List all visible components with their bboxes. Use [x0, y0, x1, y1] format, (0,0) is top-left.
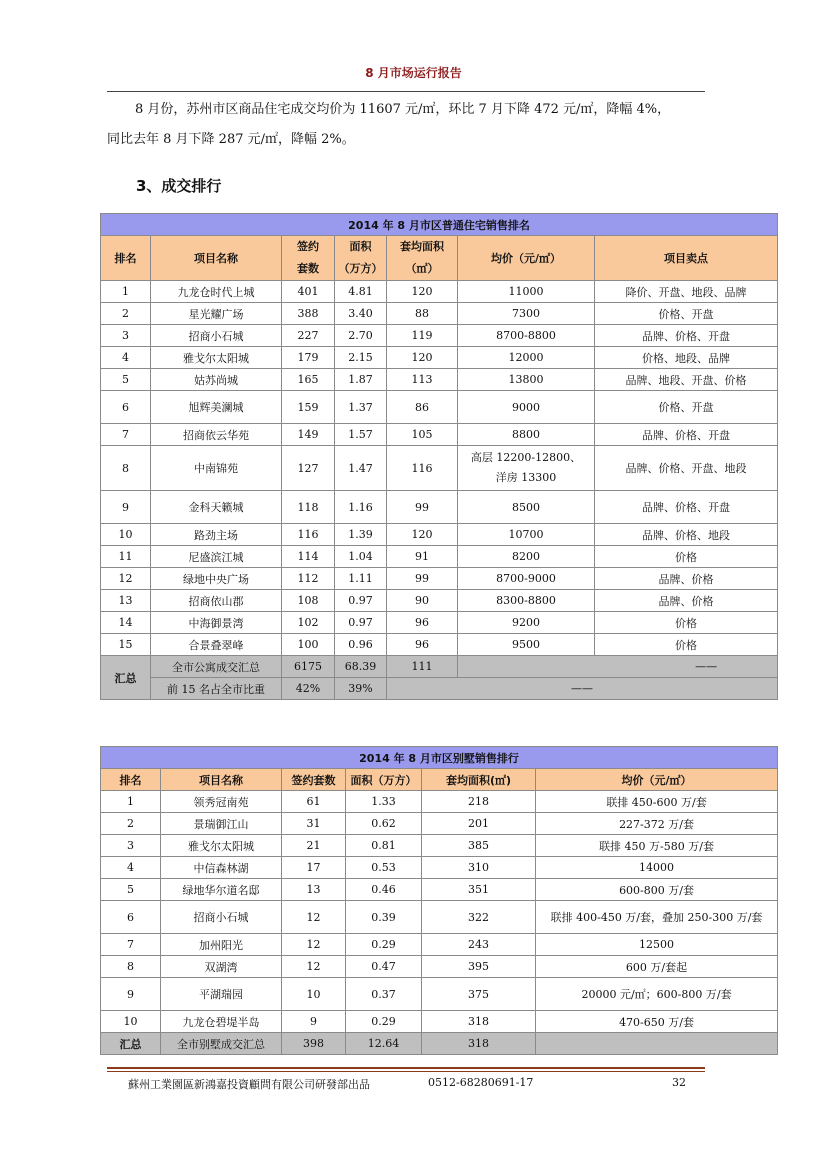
summary-city-total-dash: ——	[458, 656, 778, 678]
row-rank: 4	[101, 347, 151, 369]
row-area: 2.15	[335, 347, 387, 369]
row-units: 10	[282, 978, 346, 1011]
row-rank: 14	[101, 612, 151, 634]
row-price-line2: 洋房 13300	[495, 471, 557, 484]
header-area	[335, 236, 387, 281]
row-selling-points: 品牌、价格、地段	[595, 524, 778, 546]
row-rank: 10	[101, 524, 151, 546]
row-avg-area: 243	[422, 934, 536, 956]
header-price: 均价（元/㎡）	[458, 236, 595, 281]
footer-divider-thick	[107, 1067, 705, 1069]
header-area-line2: （万方）	[338, 262, 383, 275]
summary-top15-dash: ——	[387, 678, 778, 700]
row-project-name: 尼盛滨江城	[151, 546, 282, 568]
row-rank: 2	[101, 303, 151, 325]
row-price: 600-800 万/套	[536, 879, 778, 901]
row-price: 联排 450-600 万/套	[536, 791, 778, 813]
row-rank: 12	[101, 568, 151, 590]
summary-top15-label: 前 15 名占全市比重	[151, 678, 282, 700]
row-area: 1.37	[335, 391, 387, 424]
row-rank: 3	[101, 835, 161, 857]
table-row	[101, 879, 778, 901]
row-units: 114	[282, 546, 335, 568]
villa-ranking-table	[100, 746, 778, 1055]
row-price: 12500	[536, 934, 778, 956]
header-area: 面积（万方）	[346, 769, 422, 791]
row-project-name: 招商小石城	[151, 325, 282, 347]
summary-villa-total-avg: 318	[422, 1033, 536, 1055]
row-area: 1.33	[346, 791, 422, 813]
page-number: 32	[672, 1076, 686, 1089]
summary-city-total-units: 6175	[282, 656, 335, 678]
table-row	[101, 347, 778, 369]
row-price: 11000	[458, 281, 595, 303]
header-avg-area: 套均面积(㎡)	[422, 769, 536, 791]
header-price: 均价（元/㎡）	[536, 769, 778, 791]
row-rank: 10	[101, 1011, 161, 1033]
row-rank: 9	[101, 978, 161, 1011]
row-units: 149	[282, 424, 335, 446]
row-avg-area: 91	[387, 546, 458, 568]
row-area: 0.81	[346, 835, 422, 857]
header-divider	[107, 91, 705, 92]
summary-villa-total-area: 12.64	[346, 1033, 422, 1055]
row-avg-area: 88	[387, 303, 458, 325]
row-price: 8700-8800	[458, 325, 595, 347]
residential-ranking-table	[100, 213, 778, 700]
row-avg-area: 120	[387, 524, 458, 546]
row-selling-points: 品牌、价格、开盘	[595, 325, 778, 347]
row-project-name: 招商小石城	[161, 901, 282, 934]
row-area: 1.47	[335, 446, 387, 491]
row-units: 401	[282, 281, 335, 303]
row-project-name: 金科天籁城	[151, 491, 282, 524]
row-rank: 5	[101, 369, 151, 391]
table-row	[101, 791, 778, 813]
table-row	[101, 978, 778, 1011]
table1-summary-label: 汇总	[101, 656, 151, 700]
header-units-line1: 签约	[297, 240, 319, 253]
row-price: 227-372 万/套	[536, 813, 778, 835]
row-area: 0.97	[335, 590, 387, 612]
row-price	[458, 446, 595, 491]
table-row	[101, 813, 778, 835]
row-price: 9200	[458, 612, 595, 634]
row-selling-points: 品牌、地段、开盘、价格	[595, 369, 778, 391]
row-project-name: 招商依山郡	[151, 590, 282, 612]
row-units: 61	[282, 791, 346, 813]
row-avg-area: 90	[387, 590, 458, 612]
summary-villa-total-units: 398	[282, 1033, 346, 1055]
row-rank: 8	[101, 956, 161, 978]
summary-city-total-avg: 111	[387, 656, 458, 678]
footer-company: 蘇州工業園區新鴻嘉投資顧問有限公司研發部出品	[128, 1078, 370, 1091]
row-price: 600 万/套起	[536, 956, 778, 978]
row-price: 470-650 万/套	[536, 1011, 778, 1033]
row-area: 0.37	[346, 978, 422, 1011]
row-price: 12000	[458, 347, 595, 369]
row-project-name: 双湖湾	[161, 956, 282, 978]
row-units: 116	[282, 524, 335, 546]
row-rank: 4	[101, 857, 161, 879]
row-price: 9500	[458, 634, 595, 656]
row-avg-area: 105	[387, 424, 458, 446]
table-row	[101, 956, 778, 978]
row-units: 31	[282, 813, 346, 835]
section-heading: 3、成交排行	[136, 177, 222, 195]
row-area: 1.16	[335, 491, 387, 524]
table-row	[101, 391, 778, 424]
table-row	[101, 612, 778, 634]
table-row	[101, 546, 778, 568]
row-area: 0.47	[346, 956, 422, 978]
row-price: 20000 元/㎡；600-800 万/套	[536, 978, 778, 1011]
row-area: 0.96	[335, 634, 387, 656]
row-area: 1.04	[335, 546, 387, 568]
row-avg-area: 375	[422, 978, 536, 1011]
row-avg-area: 322	[422, 901, 536, 934]
row-rank: 1	[101, 791, 161, 813]
row-selling-points: 品牌、价格	[595, 590, 778, 612]
row-price: 8200	[458, 546, 595, 568]
table1-caption: 2014 年 8 月市区普通住宅销售排名	[101, 214, 778, 236]
row-avg-area: 86	[387, 391, 458, 424]
summary-top15-units-share: 42%	[282, 678, 335, 700]
row-units: 179	[282, 347, 335, 369]
row-selling-points: 品牌、价格、开盘、地段	[595, 446, 778, 491]
row-price: 8700-9000	[458, 568, 595, 590]
row-project-name: 绿地华尔道名邸	[161, 879, 282, 901]
table-row	[101, 325, 778, 347]
summary-villa-total-price	[536, 1033, 778, 1055]
row-project-name: 合景叠翠峰	[151, 634, 282, 656]
row-rank: 6	[101, 901, 161, 934]
table-row	[101, 590, 778, 612]
row-rank: 7	[101, 424, 151, 446]
table-row	[101, 857, 778, 879]
row-units: 100	[282, 634, 335, 656]
table2-summary-label: 汇总	[101, 1033, 161, 1055]
row-avg-area: 385	[422, 835, 536, 857]
row-area: 0.62	[346, 813, 422, 835]
row-project-name: 中南锦苑	[151, 446, 282, 491]
row-project-name: 雅戈尔太阳城	[161, 835, 282, 857]
row-selling-points: 品牌、价格、开盘	[595, 424, 778, 446]
table-row	[101, 446, 778, 491]
row-units: 21	[282, 835, 346, 857]
row-price: 联排 400-450 万/套，叠加 250-300 万/套	[536, 901, 778, 934]
row-avg-area: 395	[422, 956, 536, 978]
paragraph-line-1: 8 月份，苏州市区商品住宅成交均价为 11607 元/㎡，环比 7 月下降 472 元/㎡，降幅 4%，	[135, 102, 671, 117]
row-avg-area: 201	[422, 813, 536, 835]
row-avg-area: 113	[387, 369, 458, 391]
header-avg-area	[387, 236, 458, 281]
row-area: 0.97	[335, 612, 387, 634]
row-project-name: 姑苏尚城	[151, 369, 282, 391]
row-rank: 15	[101, 634, 151, 656]
row-project-name: 中海御景湾	[151, 612, 282, 634]
table-row	[101, 1011, 778, 1033]
row-price: 10700	[458, 524, 595, 546]
paragraph-line-2: 同比去年 8 月下降 287 元/㎡，降幅 2%。	[107, 132, 355, 147]
row-price: 8300-8800	[458, 590, 595, 612]
table-row	[101, 281, 778, 303]
row-units: 112	[282, 568, 335, 590]
header-project-name: 项目名称	[151, 236, 282, 281]
row-selling-points: 降价、开盘、地段、品牌	[595, 281, 778, 303]
row-units: 12	[282, 934, 346, 956]
table-row	[101, 934, 778, 956]
row-selling-points: 价格	[595, 546, 778, 568]
table-row	[101, 491, 778, 524]
row-rank: 9	[101, 491, 151, 524]
table-row	[101, 901, 778, 934]
row-area: 0.46	[346, 879, 422, 901]
row-area: 0.29	[346, 1011, 422, 1033]
header-units-line2: 套数	[297, 262, 319, 275]
table-row	[101, 369, 778, 391]
table-row	[101, 424, 778, 446]
row-units: 227	[282, 325, 335, 347]
row-units: 118	[282, 491, 335, 524]
row-units: 159	[282, 391, 335, 424]
footer-phone: 0512-68280691-17	[428, 1076, 534, 1089]
row-selling-points: 价格、开盘	[595, 303, 778, 325]
row-rank: 13	[101, 590, 151, 612]
row-area: 3.40	[335, 303, 387, 325]
row-rank: 3	[101, 325, 151, 347]
row-project-name: 星光耀广场	[151, 303, 282, 325]
row-project-name: 旭辉美澜城	[151, 391, 282, 424]
table-row	[101, 303, 778, 325]
row-units: 127	[282, 446, 335, 491]
row-avg-area: 96	[387, 634, 458, 656]
header-selling-points: 项目卖点	[595, 236, 778, 281]
row-selling-points: 品牌、价格	[595, 568, 778, 590]
header-units	[282, 236, 335, 281]
row-units: 17	[282, 857, 346, 879]
summary-city-total-label: 全市公寓成交汇总	[151, 656, 282, 678]
row-avg-area: 218	[422, 791, 536, 813]
table-row	[101, 524, 778, 546]
row-avg-area: 318	[422, 1011, 536, 1033]
table2-caption: 2014 年 8 月市区别墅销售排行	[101, 747, 778, 769]
row-rank: 5	[101, 879, 161, 901]
header-avg-area-line1: 套均面积	[400, 240, 444, 253]
table-row	[101, 568, 778, 590]
row-area: 0.53	[346, 857, 422, 879]
report-title: 8 月市场运行报告	[365, 66, 462, 80]
row-project-name: 九龙仓碧堤半岛	[161, 1011, 282, 1033]
row-project-name: 九龙仓时代上城	[151, 281, 282, 303]
row-units: 13	[282, 879, 346, 901]
summary-city-total-area: 68.39	[335, 656, 387, 678]
row-selling-points: 品牌、价格、开盘	[595, 491, 778, 524]
row-project-name: 绿地中央广场	[151, 568, 282, 590]
row-units: 12	[282, 901, 346, 934]
row-units: 165	[282, 369, 335, 391]
row-price-line1: 高层 12200-12800、	[470, 451, 582, 464]
row-rank: 2	[101, 813, 161, 835]
row-selling-points: 价格、开盘	[595, 391, 778, 424]
header-rank: 排名	[101, 769, 161, 791]
row-rank: 6	[101, 391, 151, 424]
row-project-name: 领秀冠南苑	[161, 791, 282, 813]
row-area: 0.39	[346, 901, 422, 934]
row-rank: 11	[101, 546, 151, 568]
row-selling-points: 价格	[595, 634, 778, 656]
summary-villa-total-label: 全市别墅成交汇总	[161, 1033, 282, 1055]
row-avg-area: 116	[387, 446, 458, 491]
row-units: 388	[282, 303, 335, 325]
row-units: 9	[282, 1011, 346, 1033]
header-project-name: 项目名称	[161, 769, 282, 791]
row-rank: 1	[101, 281, 151, 303]
row-rank: 8	[101, 446, 151, 491]
row-avg-area: 99	[387, 491, 458, 524]
row-avg-area: 99	[387, 568, 458, 590]
row-selling-points: 价格、地段、品牌	[595, 347, 778, 369]
row-project-name: 加州阳光	[161, 934, 282, 956]
row-area: 0.29	[346, 934, 422, 956]
header-area-line1: 面积	[349, 240, 372, 253]
row-area: 1.11	[335, 568, 387, 590]
row-rank: 7	[101, 934, 161, 956]
row-avg-area: 351	[422, 879, 536, 901]
row-avg-area: 310	[422, 857, 536, 879]
row-project-name: 中信森林湖	[161, 857, 282, 879]
row-area: 1.87	[335, 369, 387, 391]
row-avg-area: 120	[387, 281, 458, 303]
row-project-name: 平湖瑞园	[161, 978, 282, 1011]
footer-divider-thin	[107, 1071, 705, 1072]
row-units: 12	[282, 956, 346, 978]
row-avg-area: 96	[387, 612, 458, 634]
header-units: 签约套数	[282, 769, 346, 791]
row-price: 联排 450 万-580 万/套	[536, 835, 778, 857]
row-price: 13800	[458, 369, 595, 391]
row-price: 14000	[536, 857, 778, 879]
row-selling-points: 价格	[595, 612, 778, 634]
row-area: 1.57	[335, 424, 387, 446]
header-avg-area-line2: （㎡）	[405, 262, 439, 275]
row-project-name: 招商依云华苑	[151, 424, 282, 446]
summary-top15-area-share: 39%	[335, 678, 387, 700]
row-avg-area: 120	[387, 347, 458, 369]
row-price: 7300	[458, 303, 595, 325]
row-project-name: 路劲主场	[151, 524, 282, 546]
row-project-name: 景瑞御江山	[161, 813, 282, 835]
row-area: 1.39	[335, 524, 387, 546]
row-price: 8800	[458, 424, 595, 446]
header-rank: 排名	[101, 236, 151, 281]
table-row	[101, 835, 778, 857]
row-area: 4.81	[335, 281, 387, 303]
row-units: 108	[282, 590, 335, 612]
row-price: 8500	[458, 491, 595, 524]
row-price: 9000	[458, 391, 595, 424]
row-units: 102	[282, 612, 335, 634]
row-avg-area: 119	[387, 325, 458, 347]
row-area: 2.70	[335, 325, 387, 347]
row-project-name: 雅戈尔太阳城	[151, 347, 282, 369]
table-row	[101, 634, 778, 656]
